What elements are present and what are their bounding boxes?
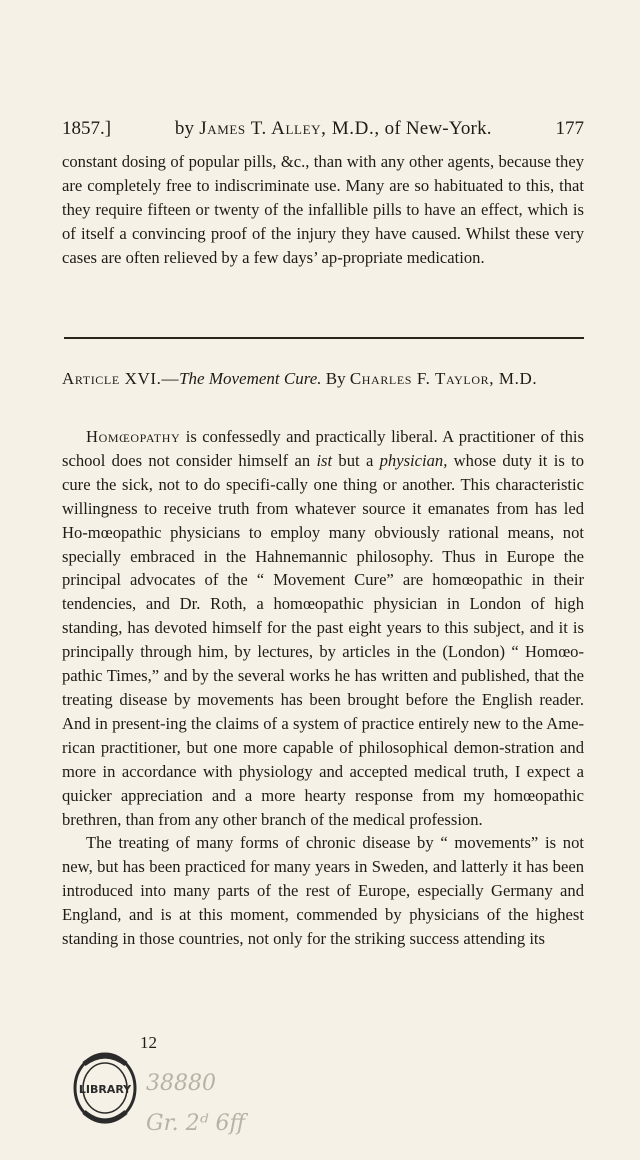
header-author: James T. Alley, M.D., — [199, 118, 380, 139]
section-divider — [64, 337, 584, 339]
article-title: The Movement Cure. — [179, 369, 322, 388]
article-heading: Article XVI.—The Movement Cure. By Charles F. Taylor, M.D. — [62, 369, 538, 388]
lead-word: Homœopathy — [86, 427, 181, 446]
svg-text:38880: 38880 — [146, 1071, 216, 1096]
svg-text:LIBRARY: LIBRARY — [78, 1083, 132, 1096]
running-header — [62, 118, 584, 140]
header-title: by James T. Alley, M.D., of New-York. — [174, 118, 492, 139]
library-stamp — [70, 1050, 140, 1126]
pencil-notation — [146, 1064, 276, 1144]
svg-text:Gr. 2ᵈ 6ff: Gr. 2ᵈ 6ff — [146, 1111, 246, 1136]
article-body — [62, 425, 584, 951]
paragraph-continuation: constant dosing of popular pills, &c., than with any other agents, because they are completely free to indiscriminate use. Many are so habituated to this, that they require fifteen or twenty of the infallible pills to have an effect, which is of itself a convincing proof of the injury they have caused. Whilst these very cases are often relieved by a few days’ ap-propriate medication. — [62, 152, 584, 267]
signature-mark: 12 — [140, 1033, 157, 1052]
paragraph-homoeopathy: Homœopathy is confessedly and practically liberal. A practitioner of this school does not consider himself an ist but a physician, whose duty it is to cure the sick, not to do specifi-cally one thing or another. This characteristic willingness to receive truth from whatever source it emanates from has led Ho-mœopathic physicians to employ many obviously rational means, not specially embraced in the Hahnemannic philosophy. Thus in Europe the principal advocates of the “ Movement Cure” are homœopathic in their tendencies, and Dr. Roth, a homœopathic physician in London of high standing, has devoted himself for the past eight years to this subject, and it is principally through him, by lectures, by articles in the (London) “ Homœo-pathic Times,” and by the several works he has written and published, that the treating disease by movements has been brought before the English reader. And in present-ing the claims of a system of practice entirely new to the Ame-rican practitioner, but one more capable of philosophical demon-stration and more in accordance with physiology and accepted medical truth, I expect a quicker appreciation and a more hearty response from my homœopathic brethren, than from any other branch of the medical profession. — [62, 427, 585, 829]
article-author: Charles F. Taylor, M.D. — [349, 369, 538, 388]
article-label: Article XVI.— — [62, 369, 180, 388]
paragraph-movements: The treating of many forms of chronic disease by “ movements” is not new, but has been practiced for many years in Sweden, and latterly it has been introduced into many parts of the rest of Europe, especially Germany and England, and is at this moment, commended by physicians of the highest standing in those countries, not only for the striking success attending its — [62, 833, 584, 949]
page-number: 177 — [555, 118, 584, 139]
header-year: 1857.] — [62, 118, 112, 139]
